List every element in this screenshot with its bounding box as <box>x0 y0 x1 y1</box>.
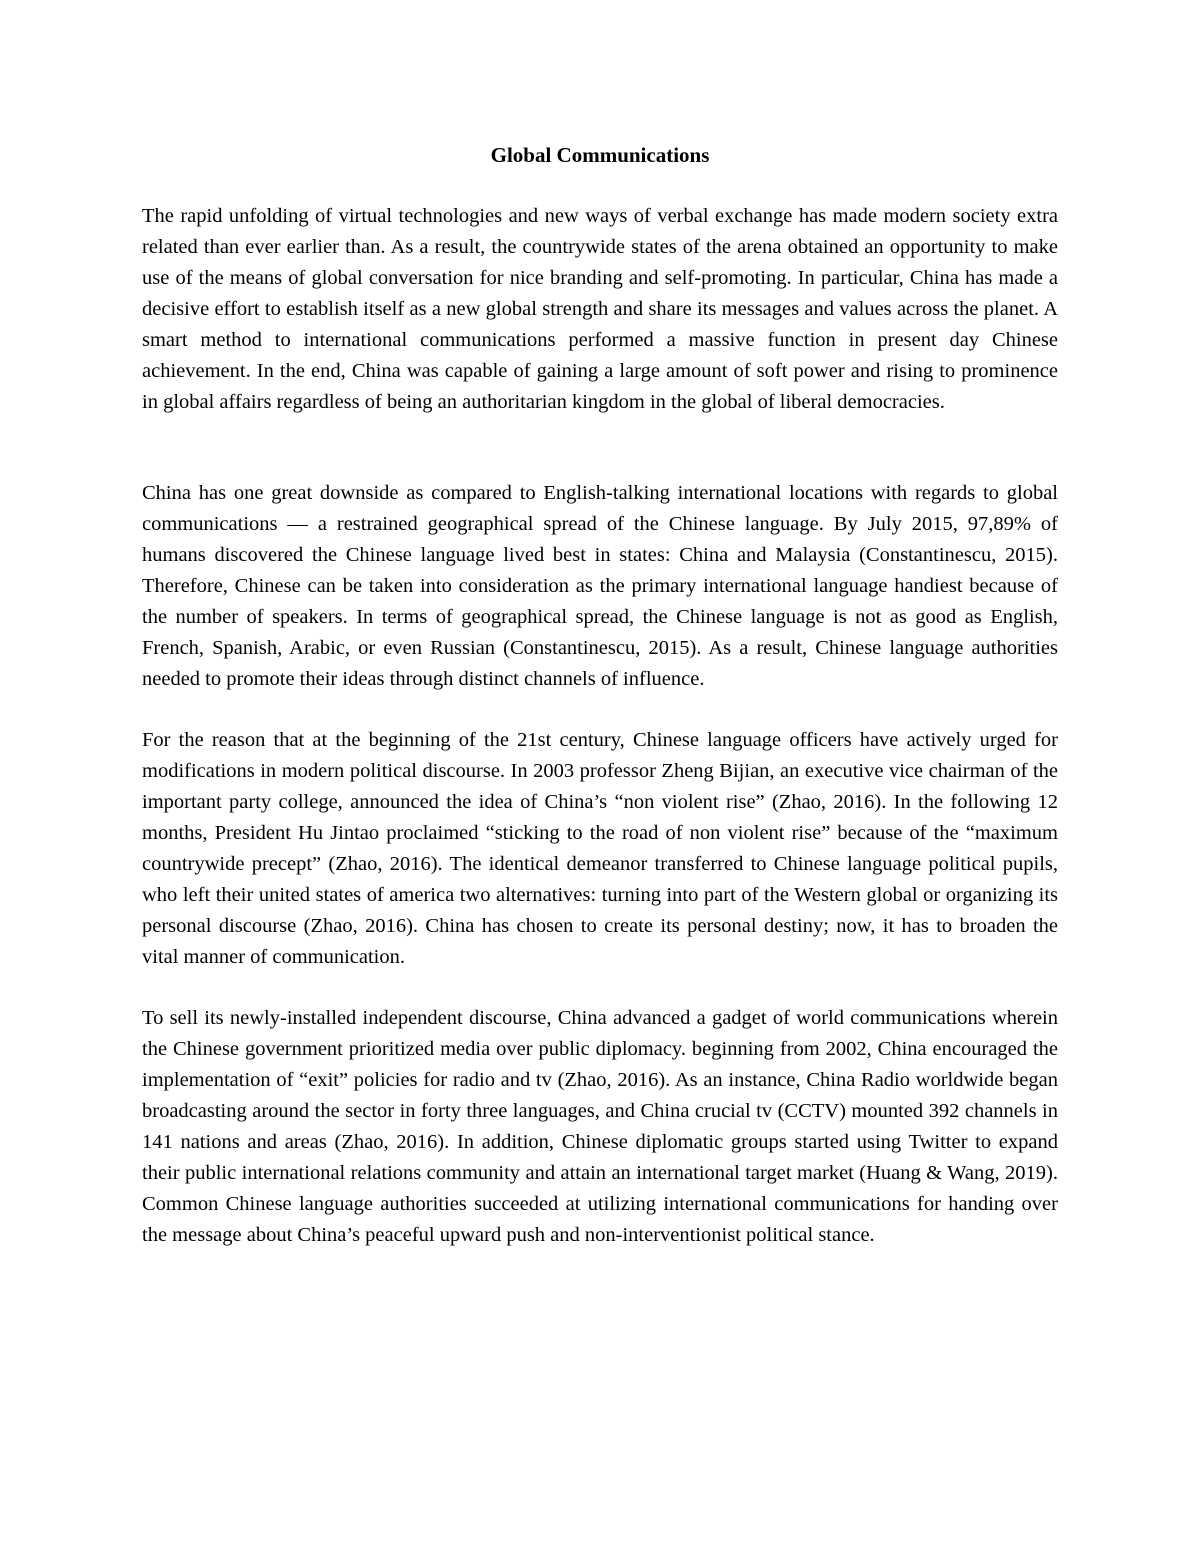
paragraph-language-spread: China has one great downside as compared to English-talking international locations with regards to global communications — a restrained geographical spread of the Chinese language. By July 2015, 97,89% of humans discovered the Chinese language lived best in states: China and Malaysia (Constantinescu, 2015). Therefore, Chinese can be taken into consideration as the primary international language handiest because of the number of speakers. In terms of geographical spread, the Chinese language is not as good as English, French, Spanish, Arabic, or even Russian (Constantinescu, 2015). As a result, Chinese language authorities needed to promote their ideas through distinct channels of influence. <box>142 482 1058 690</box>
paragraph-intro: The rapid unfolding of virtual technologies and new ways of verbal exchange has made modern society extra related than ever earlier than. As a result, the countrywide states of the arena obtained an opportunity to make use of the means of global conversation for nice branding and self-promoting. In particular, China has made a decisive effort to establish itself as a new global strength and share its messages and values across the planet. A smart method to international communications performed a massive function in present day Chinese achievement. In the end, China was capable of gaining a large amount of soft power and rising to prominence in global affairs regardless of being an authoritarian kingdom in the global of liberal democracies. <box>142 205 1058 413</box>
document-title: Global Communications <box>490 143 710 167</box>
paragraph-peaceful-rise: For the reason that at the beginning of the 21st century, Chinese language officers have actively urged for modifications in modern political discourse. In 2003 professor Zheng Bijian, an executive vice chairman of the important party college, announced the idea of China’s “non violent rise” (Zhao, 2016). In the following 12 months, President Hu Jintao proclaimed “sticking to the road of non violent rise” because of the “maximum countrywide precept” (Zhao, 2016). The identical demeanor transferred to Chinese language political pupils, who left their united states of america two alternatives: turning into part of the Western global or organizing its personal discourse (Zhao, 2016). China has chosen to create its personal destiny; now, it has to broaden the vital manner of communication. <box>142 729 1058 968</box>
document-page <box>142 140 1058 1251</box>
paragraph-media-strategy: To sell its newly-installed independent discourse, China advanced a gadget of world communications wherein the Chinese government prioritized media over public diplomacy. beginning from 2002, China encouraged the implementation of “exit” policies for radio and tv (Zhao, 2016). As an instance, China Radio worldwide began broadcasting around the sector in forty three languages, and China crucial tv (CCTV) mounted 392 channels in 141 nations and areas (Zhao, 2016). In addition, Chinese diplomatic groups started using Twitter to expand their public international relations community and attain an international target market (Huang & Wang, 2019). Common Chinese language authorities succeeded at utilizing international communications for handing over the message about China’s peaceful upward push and non-interventionist political stance. <box>142 1007 1058 1246</box>
